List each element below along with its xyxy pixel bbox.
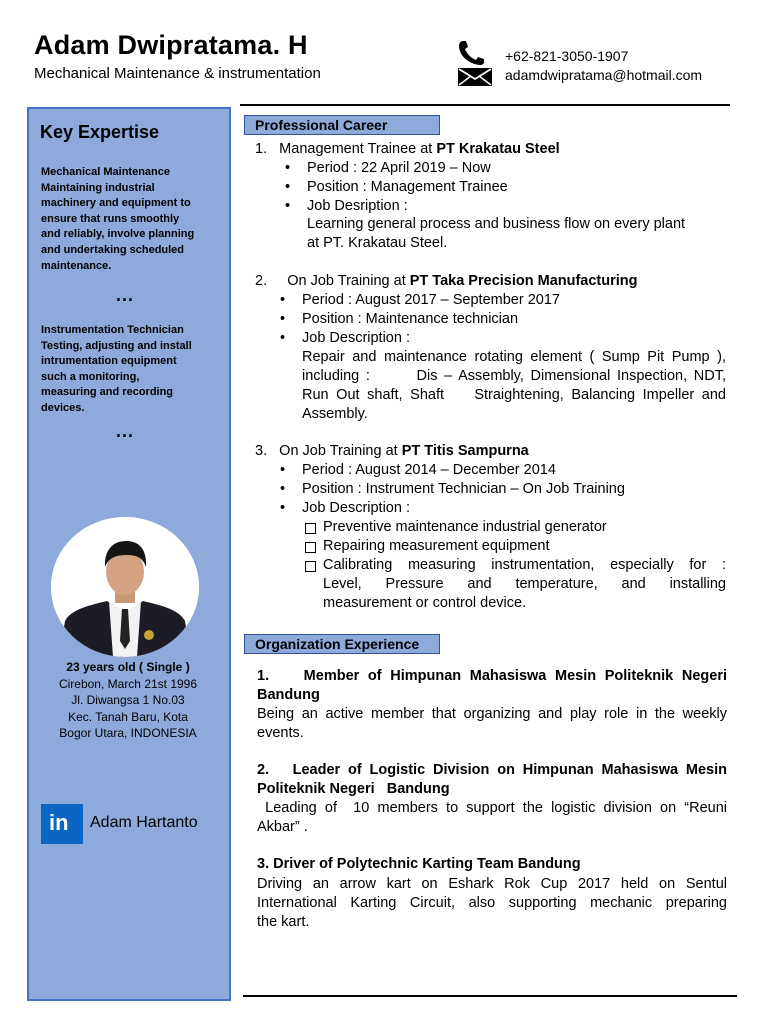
job2-desc-label: • Job Description : xyxy=(302,330,410,346)
profile-photo xyxy=(51,517,199,657)
expertise-line: Mechanical Maintenance xyxy=(41,166,170,178)
org2-desc: Akbar” . xyxy=(257,819,308,835)
org2-title: 2. Leader of Logistic Division on Himpunan Mahasiswa Mesin xyxy=(257,762,727,778)
candidate-name: Adam Dwipratama. H xyxy=(34,30,308,60)
expertise-line: maintenance. xyxy=(41,259,112,272)
job3-title: 3. On Job Training at PT Titis Sampurna xyxy=(255,443,529,459)
address-line: Kec. Tanah Baru, Kota xyxy=(68,709,188,724)
linkedin-logo-text: in xyxy=(49,810,69,835)
job1-company: PT Krakatau Steel xyxy=(436,141,560,157)
org3-title: 3. Driver of Polytechnic Karting Team Bandung xyxy=(257,856,581,872)
linkedin-icon[interactable] xyxy=(41,804,83,844)
job3-task-item: Calibrating measuring instrumentation, especially for : xyxy=(323,557,726,573)
personal-info xyxy=(30,659,226,742)
expertise-line: Maintaining industrial xyxy=(41,181,155,194)
address-line: Bogor Utara, INDONESIA xyxy=(59,726,197,740)
job2-position: • Position : Maintenance technician xyxy=(302,311,518,327)
org2-title: Politeknik Negeri Bandung xyxy=(257,781,450,797)
job2-period: • Period : August 2017 – September 2017 xyxy=(302,292,560,308)
professional-career-heading: Professional Career xyxy=(244,115,440,135)
phone-icon xyxy=(456,40,490,66)
expertise-line: such a monitoring, xyxy=(41,370,140,383)
org1-title: Bandung xyxy=(257,687,320,703)
job1-period: • Period : 22 April 2019 – Now xyxy=(307,160,491,176)
org3-desc: International Karting Circuit, also supporting mechanic preparing xyxy=(257,895,727,911)
birth-info: Cirebon, March 21st 1996 xyxy=(58,676,198,691)
email-address: adamdwipratama@hotmail.com xyxy=(505,67,703,83)
expertise-line: intrumentation equipment xyxy=(41,355,177,368)
footer-divider xyxy=(243,995,737,997)
job3-period: • Period : August 2014 – December 2014 xyxy=(302,462,556,478)
org1-desc: events. xyxy=(257,725,304,741)
org1-title: 1. Member of Himpunan Mahasiswa Mesin Politeknik Negeri xyxy=(257,668,727,684)
job3-company: PT Titis Sampurna xyxy=(401,443,529,459)
job2-desc-line: including : Dis – Assembly, Dimensional Inspection, NDT, xyxy=(302,368,726,384)
job1-desc-line: Learning general process and business flow on every plant xyxy=(307,216,686,232)
expertise-line: devices. xyxy=(41,401,85,414)
expertise-instrumentation xyxy=(41,323,213,417)
job3-desc-label: • Job Description : xyxy=(302,500,410,516)
job2-title: 2. On Job Training at PT Taka Precision Manufacturing xyxy=(255,273,638,289)
header-divider xyxy=(240,104,730,106)
organization-experience-heading: Organization Experience xyxy=(244,634,440,654)
sidebar-title: Key Expertise xyxy=(40,122,160,142)
expertise-line: measuring and recording xyxy=(41,386,174,399)
expertise-line: ensure that runs smoothly xyxy=(41,212,180,225)
job1-desc-line: at PT. Krakatau Steel. xyxy=(307,235,448,251)
separator-dots: ... xyxy=(115,421,134,441)
age-status: 23 years old ( Single ) xyxy=(66,660,190,674)
expertise-line: and undertaking scheduled xyxy=(41,243,185,256)
job2-desc-line: Repair and maintenance rotating element ( Sump Pit Pump ), xyxy=(302,349,726,365)
job3-position: • Position : Instrument Technician – On Job Training xyxy=(302,481,625,497)
expertise-line: and reliably, involve planning xyxy=(41,228,195,241)
phone-number: +62-821-3050-1907 xyxy=(505,48,629,64)
job1-position: • Position : Management Trainee xyxy=(307,179,508,195)
job1-desc-label: • Job Desription : xyxy=(307,198,408,214)
job1-title: 1. Management Trainee at PT Krakatau Steel xyxy=(255,141,560,157)
candidate-subtitle: Mechanical Maintenance & instrumentation xyxy=(34,65,321,82)
mail-icon xyxy=(456,66,494,88)
address-line: Jl. Diwangsa 1 No.03 xyxy=(71,693,185,707)
person-icon xyxy=(51,517,199,657)
expertise-line: Testing, adjusting and install xyxy=(41,339,192,352)
org2-desc: Leading of 10 members to support the logistic division on “Reuni xyxy=(257,800,727,816)
separator-dots: ... xyxy=(115,285,134,305)
expertise-line: machinery and equipment to xyxy=(41,197,191,210)
org3-desc: the kart. xyxy=(257,914,310,930)
job3-task-item: Preventive maintenance industrial generator xyxy=(323,519,607,535)
job3-task-item: Repairing measurement equipment xyxy=(323,538,550,554)
expertise-mechanical xyxy=(41,165,213,274)
linkedin-name[interactable]: Adam Hartanto xyxy=(90,814,198,831)
org1-desc: Being an active member that organizing and play role in the weekly xyxy=(257,706,727,722)
job3-task-line: measurement or control device. xyxy=(323,595,527,611)
org3-desc: Driving an arrow kart on Eshark Rok Cup 2017 held on Sentul xyxy=(257,876,727,892)
job2-company: PT Taka Precision Manufacturing xyxy=(409,273,638,289)
expertise-line: Instrumentation Technician xyxy=(41,324,184,336)
job2-desc-line: Assembly. xyxy=(302,406,368,422)
job2-desc-line: Run Out shaft, Shaft Straightening, Balancing Impeller and xyxy=(302,387,726,403)
job3-task-line: Level, Pressure and temperature, and installing xyxy=(323,576,726,592)
